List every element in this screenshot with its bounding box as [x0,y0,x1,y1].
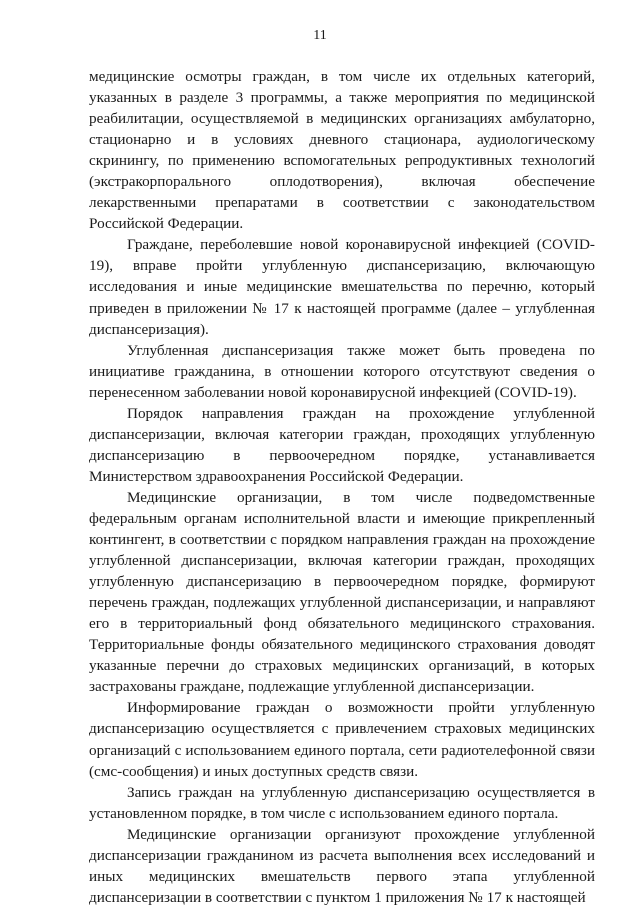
paragraph: Углубленная диспансеризация также может быть проведена по инициативе гражданина, в отношении которого отсутствуют сведения о перенесенном заболевании новой коронавирусной инфекцией (COVID-19). [89,341,595,401]
paragraph: Медицинские организации, в том числе подведомственные федеральным органам исполнительной власти и имеющие прикрепленный контингент, в соответствии с порядком направления граждан на прохождение углубленной диспансеризации, включая категории граждан, проходящих углубленную диспансеризацию в первоочередном порядке, формируют перечень граждан, подлежащих углубленной диспансеризации, и направляют его в территориальный фонд обязательного медицинского страхования. Территориальные фонды обязательного медицинского страхования доводят указанные перечни до страховых медицинских организаций, в которых застрахованы граждане, подлежащие углубленной диспансеризации. [89,488,595,696]
page-number: 11 [313,28,327,43]
paragraph: Граждане, переболевшие новой коронавирусной инфекцией (COVID-19), вправе пройти углубленную диспансеризацию, включающую исследования и иные медицинские вмешательства по перечню, который приведен в приложении № 17 к настоящей программе (далее – углубленная диспансеризация). [89,236,595,338]
paragraph: Порядок направления граждан на прохождение углубленной диспансеризации, включая категории граждан, проходящих углубленную диспансеризацию в первоочередном порядке, устанавливается Министерством здравоохранения Российской Федерации. [89,404,595,485]
paragraph: Информирование граждан о возможности пройти углубленную диспансеризацию осуществляется с привлечением страховых медицинских организаций с использованием единого портала, сети радиотелефонной связи (смс-сообщения) и иных доступных средств связи. [89,699,595,780]
document-body [89,66,595,908]
paragraph-continued: медицинские осмотры граждан, в том числе их отдельных категорий, указанных в разделе 3 программы, а также мероприятия по медицинской реабилитации, осуществляемой в медицинских организациях амбулаторно, стационарно и в условиях дневного стационара, аудиологическому скринингу, по применению вспомогательных репродуктивных технологий (экстракорпорального оплодотворения), включая обеспечение лекарственными препаратами в соответствии с законодательством Российской Федерации. [89,68,595,233]
paragraph: Запись граждан на углубленную диспансеризацию осуществляется в установленном порядке, в том числе с использованием единого портала. [89,783,595,822]
paragraph-truncated: Медицинские организации организуют прохождение углубленной диспансеризации гражданином из расчета выполнения всех исследований и иных медицинских вмешательств первого этапа углубленной диспансеризации в соответствии с пунктом 1 приложения № 17 к настоящей [89,825,595,906]
